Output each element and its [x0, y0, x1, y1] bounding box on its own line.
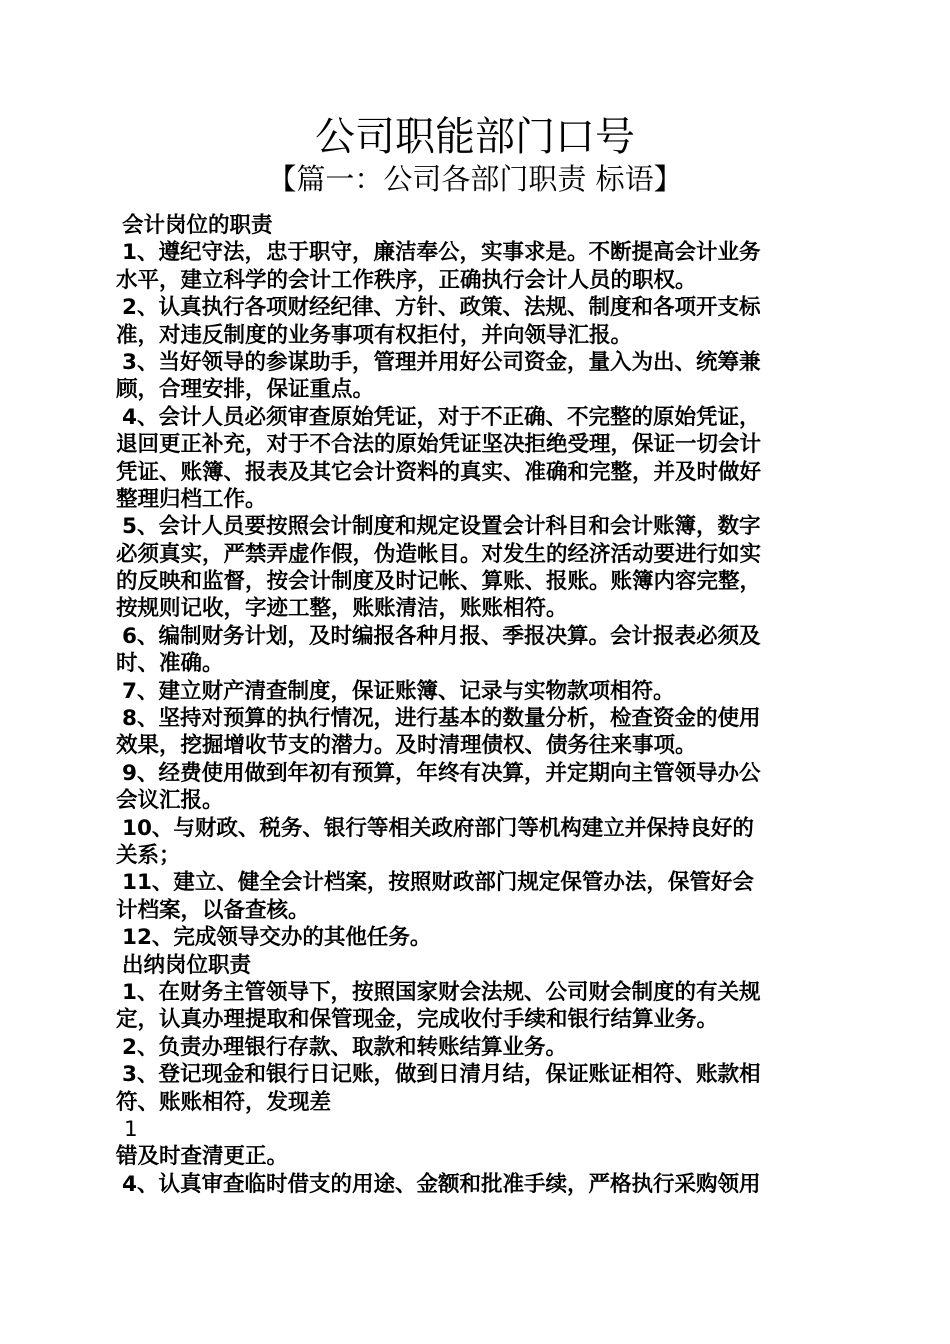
body-line: 关系； [116, 842, 181, 868]
body-line: 5、会计人员要按照会计制度和规定设置会计科目和会计账簿，数字 [122, 514, 761, 540]
body-line: 7、建立财产清查制度，保证账簿、记录与实物款项相符。 [122, 678, 675, 704]
body-line: 10、与财政、税务、银行等相关政府部门等机构建立并保持良好的 [122, 815, 754, 841]
page-number: 1 [124, 1116, 138, 1142]
body-line: 准，对违反制度的业务事项有权拒付，并向领导汇报。 [116, 322, 633, 348]
body-line: 11、建立、健全会计档案，按照财政部门规定保管办法，保管好会 [122, 870, 754, 896]
body-line: 4、认真审查临时借支的用途、金额和批准手续，严格执行采购领用 [122, 1171, 761, 1197]
body-line: 6、编制财务计划，及时编报各种月报、季报决算。会计报表必须及 [122, 623, 761, 649]
body-line: 3、当好领导的参谋助手，管理并用好公司资金，量入为出、统筹兼 [122, 349, 761, 375]
body-line: 顾，合理安排，保证重点。 [116, 377, 375, 403]
body-line: 必须真实，严禁弄虚作假，伪造帐目。对发生的经济活动要进行如实 [116, 541, 762, 567]
document-subtitle: 【篇一：公司各部门职责 标语】 [267, 162, 683, 196]
document-title: 公司职能部门口号 [315, 114, 635, 160]
body-line: 定，认真办理提取和保管现金，完成收付手续和银行结算业务。 [116, 1007, 719, 1033]
body-line: 水平，建立科学的会计工作秩序，正确执行会计人员的职权。 [116, 267, 697, 293]
body-line: 计档案，以备查核。 [116, 897, 310, 923]
body-line: 按规则记收，字迹工整，账账清洁，账账相符。 [116, 596, 568, 622]
body-line: 符、账账相符，发现差 [116, 1089, 332, 1115]
body-line: 1、在财务主管领导下，按照国家财会法规、公司财会制度的有关规 [122, 979, 761, 1005]
body-line: 8、坚持对预算的执行情况，进行基本的数量分析，检查资金的使用 [122, 706, 761, 732]
body-line: 出纳岗位职责 [122, 952, 252, 978]
body-line: 错及时查清更正。 [116, 1144, 289, 1170]
body-line: 退回更正补充，对于不合法的原始凭证坚决拒绝受理，保证一切会计 [116, 432, 762, 458]
document-body [116, 212, 838, 1198]
body-line: 的反映和监督，按会计制度及时记帐、算账、报账。账簿内容完整， [116, 569, 762, 595]
body-line: 会计岗位的职责 [122, 213, 273, 238]
body-line: 会议汇报。 [116, 788, 224, 814]
body-line: 整理归档工作。 [116, 486, 267, 512]
body-line: 凭证、账簿、报表及其它会计资料的真实、准确和完整，并及时做好 [116, 459, 762, 485]
body-line: 时、准确。 [116, 651, 224, 677]
body-line: 9、经费使用做到年初有预算，年终有决算，并定期向主管领导办公 [122, 760, 761, 786]
body-line: 4、会计人员必须审查原始凭证，对于不正确、不完整的原始凭证， [122, 404, 761, 430]
body-line: 效果，挖掘增收节支的潜力。及时清理债权、债务往来事项。 [116, 733, 697, 759]
body-line: 12、完成领导交办的其他任务。 [122, 925, 432, 951]
body-line: 3、登记现金和银行日记账，做到日清月结，保证账证相符、账款相 [122, 1062, 761, 1088]
body-line: 2、负责办理银行存款、取款和转账结算业务。 [122, 1034, 567, 1060]
body-line: 2、认真执行各项财经纪律、方针、政策、法规、制度和各项开支标 [122, 295, 761, 321]
body-line: 1、遵纪守法，忠于职守，廉洁奉公，实事求是。不断提高会计业务 [122, 240, 761, 266]
